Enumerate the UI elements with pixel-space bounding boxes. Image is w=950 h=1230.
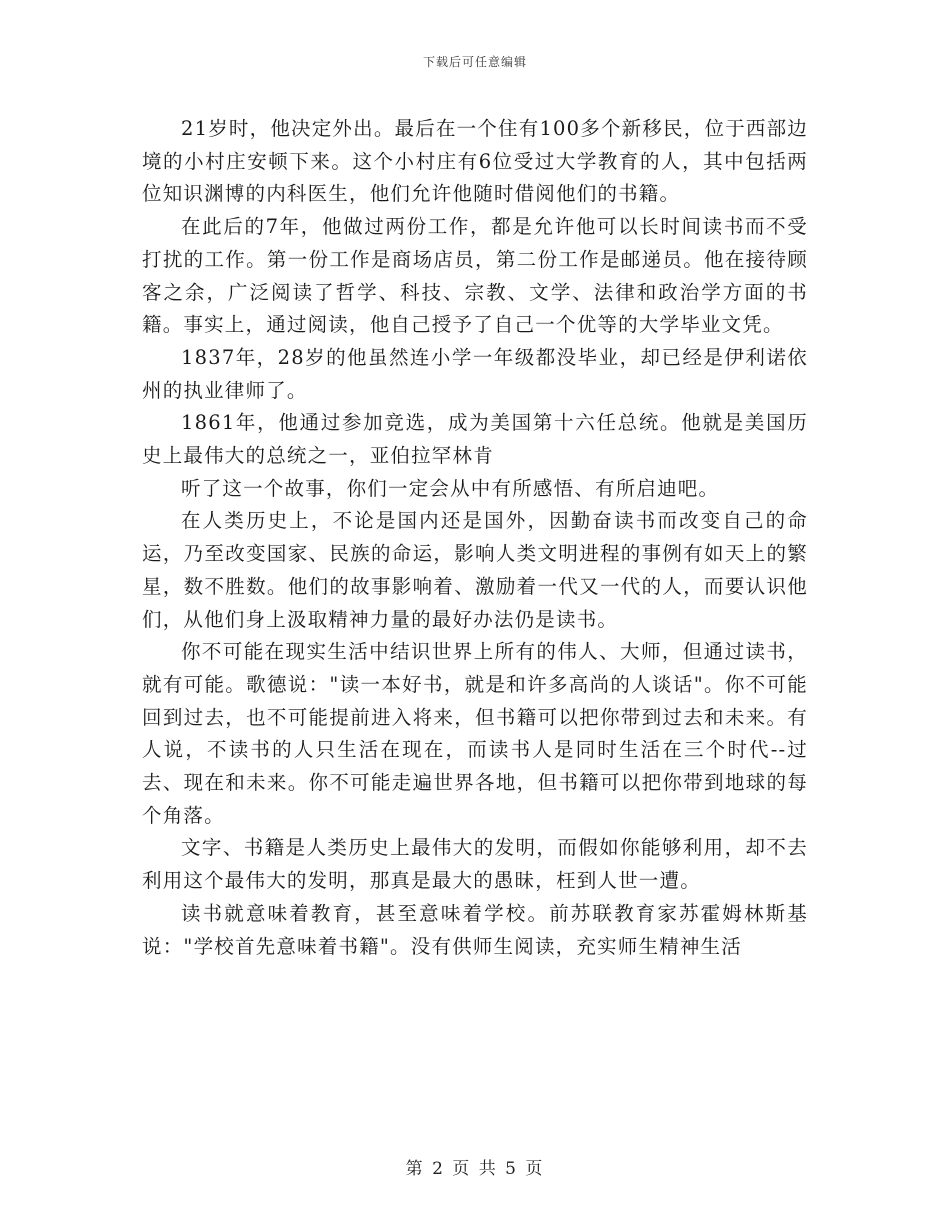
paragraph-6: 在人类历史上，不论是国内还是国外，因勤奋读书而改变自己的命运，乃至改变国家、民族的命运，影响人类文明进程的事例有如天上的繁星，数不胜数。他们的故事影响着、激励着一代又一代的人，而要认识他们，从他们身上汲取精神力量的最好办法仍是读书。: [142, 509, 808, 631]
paragraph-8: 文字、书籍是人类历史上最伟大的发明，而假如你能够利用，却不去利用这个最伟大的发明，那真是最大的愚昧，枉到人世一遭。: [142, 836, 808, 893]
paragraph-9: 读书就意味着教育，甚至意味着学校。前苏联教育家苏霍姆林斯基说："学校首先意味着书籍"。没有供师生阅读，充实师生精神生活: [142, 901, 808, 958]
paragraph-7: 你不可能在现实生活中结识世界上所有的伟人、大师，但通过读书，就有可能。歌德说："读一本好书，就是和许多高尚的人谈话"。你不可能回到过去，也不可能提前进入将来，但书籍可以把你带到过去和未来。有人说，不读书的人只生活在现在，而读书人是同时生活在三个时代--过去、现在和未来。你不可能走遍世界各地，但书籍可以把你带到地球的每个角落。: [142, 640, 808, 827]
page-header: 下载后可任意编辑: [422, 55, 527, 69]
paragraph-1: 21岁时，他决定外出。最后在一个住有100多个新移民，位于西部边境的小村庄安顿下来。这个小村庄有6位受过大学教育的人，其中包括两位知识渊博的内科医生，他们允许他随时借阅他们的书籍。: [142, 117, 808, 206]
paragraph-5: 听了这一个故事，你们一定会从中有所感悟、有所启迪吧。: [181, 476, 720, 500]
paragraph-2: 在此后的7年，他做过两份工作，都是允许他可以长时间读书而不受打扰的工作。第一份工作是商场店员，第二份工作是邮递员。他在接待顾客之余，广泛阅读了哲学、科技、宗教、文学、法律和政治学方面的书籍。事实上，通过阅读，他自己授予了自己一个优等的大学毕业文凭。: [142, 215, 808, 337]
paragraph-3: 1837年，28岁的他虽然连小学一年级都没毕业，却已经是伊利诺依州的执业律师了。: [142, 345, 808, 402]
document-body: [142, 113, 808, 963]
page-number-footer: 第 2 页 共 5 页: [405, 1159, 545, 1179]
paragraph-4: 1861年，他通过参加竞选，成为美国第十六任总统。他就是美国历史上最伟大的总统之一，亚伯拉罕林肯: [142, 411, 808, 468]
